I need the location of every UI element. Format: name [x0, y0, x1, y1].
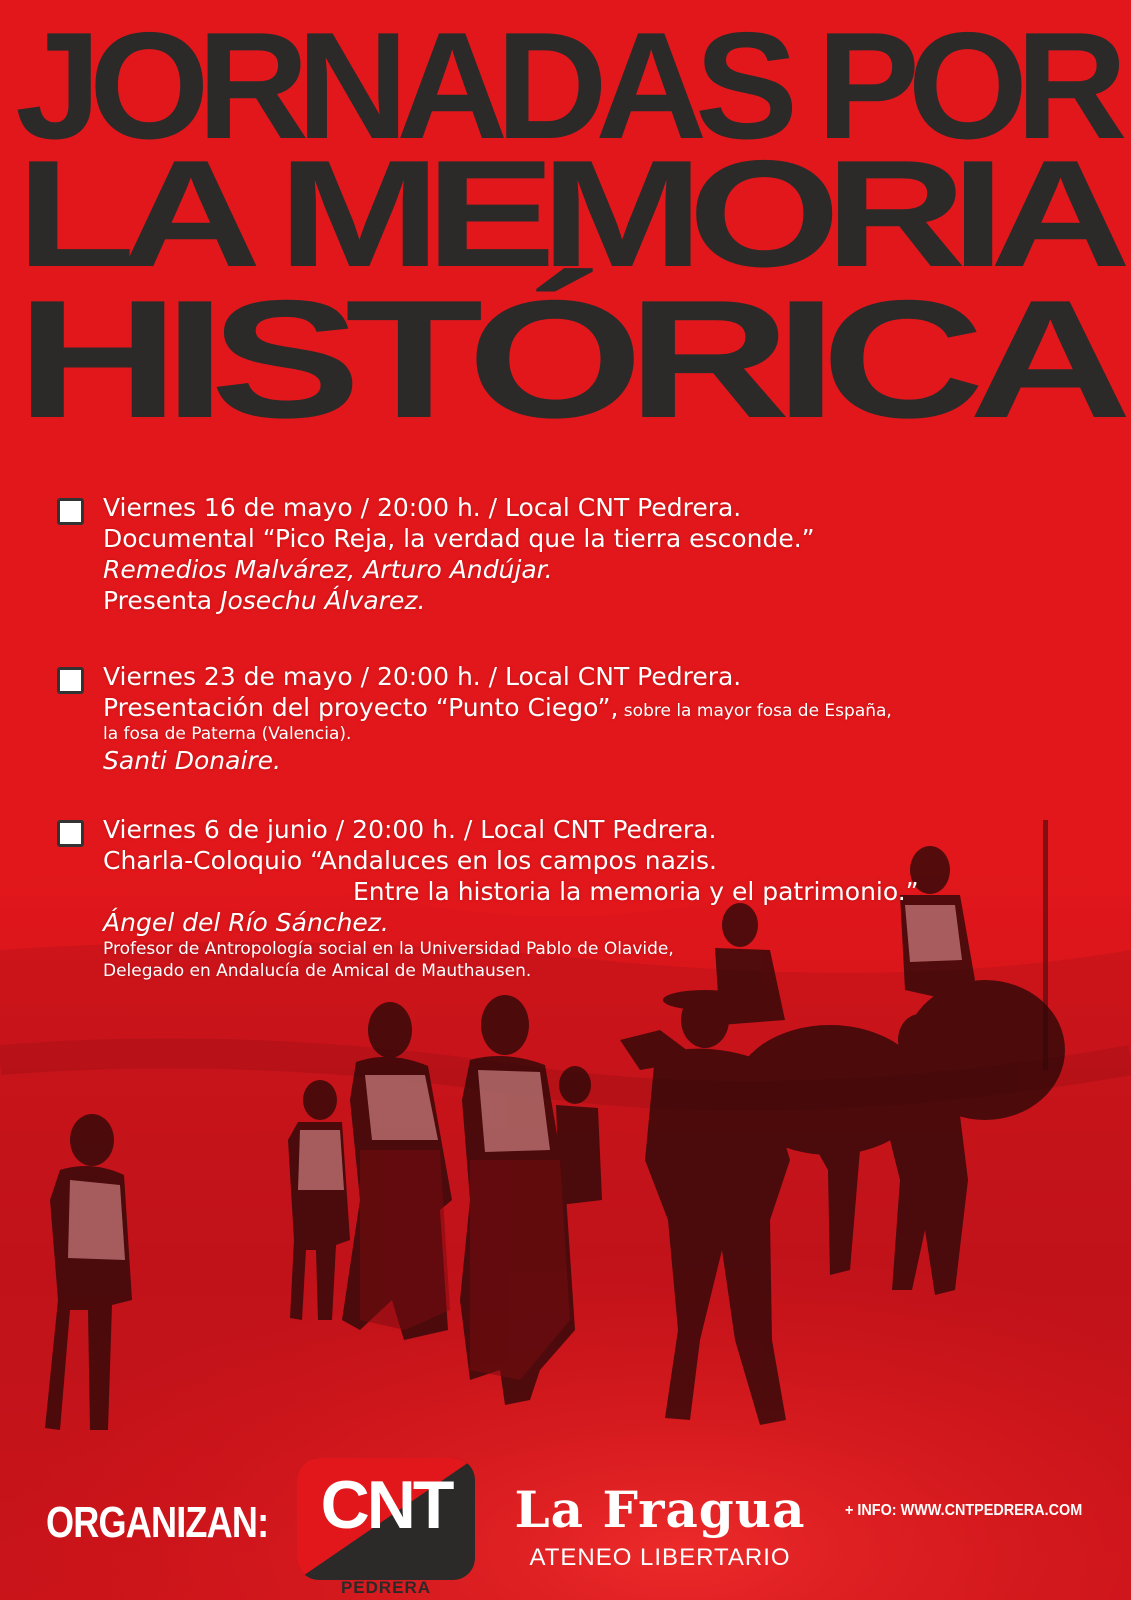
bullet-checkbox-icon [57, 667, 84, 694]
event-2-subtitle: la fosa de Paterna (Valencia). [103, 724, 352, 744]
event-2-title [103, 692, 1113, 723]
event-3-authors: Ángel del Río Sánchez. [103, 908, 389, 937]
event-3-bio-1: Profesor de Antropología social en la Universidad Pablo de Olavide, [103, 939, 674, 959]
bullet-checkbox-icon [57, 820, 84, 847]
event-3-title: Charla-Coloquio “Andaluces en los campos nazis. [103, 846, 717, 875]
event-1-authors: Remedios Malvárez, Arturo Andújar. [103, 555, 553, 584]
bullet-checkbox-icon [57, 498, 84, 525]
title-line-2: LA MEMORIA [15, 129, 1116, 299]
event-2-title-sub: sobre la mayor fosa de España, [618, 701, 892, 721]
presenter-name: Josechu Álvarez. [220, 586, 426, 615]
footer [0, 1440, 1131, 1600]
event-2-authors: Santi Donaire. [103, 746, 281, 775]
la-fragua-logo: La Fragua [514, 1480, 806, 1539]
ateneo-libertario-label: ATENEO LIBERTARIO [529, 1544, 791, 1571]
event-1-header: Viernes 16 de mayo / 20:00 h. / Local CNT Pedrera. [103, 493, 742, 522]
event-3-title-cont: Entre la historia la memoria y el patrimonio.” [353, 877, 919, 906]
event-2-title-main: Presentación del proyecto “Punto Ciego”, [103, 693, 619, 722]
cnt-logo-text: CNT [320, 1467, 452, 1543]
cnt-pedrera-label: PEDRERA [340, 1578, 432, 1597]
organizan-label: ORGANIZAN: [46, 1498, 269, 1547]
event-2 [103, 661, 1113, 776]
title-line-1: JORNADAS POR [15, 1, 1116, 171]
event-1-presenter [103, 585, 1113, 616]
event-1 [103, 492, 1113, 616]
info-link[interactable]: + INFO: WWW.CNTPEDRERA.COM [845, 1502, 1083, 1519]
event-1-title: Documental “Pico Reja, la verdad que la tierra esconde.” [103, 524, 815, 553]
event-3 [103, 814, 1113, 982]
event-3-bio-2: Delegado en Andalucía de Amical de Mauthausen. [103, 961, 532, 981]
cnt-logo [297, 1458, 475, 1580]
presenter-label: Presenta [103, 586, 221, 615]
event-2-header: Viernes 23 de mayo / 20:00 h. / Local CNT Pedrera. [103, 662, 742, 691]
title-line-3: HISTÓRICA [15, 265, 1116, 453]
event-3-header: Viernes 6 de junio / 20:00 h. / Local CNT Pedrera. [103, 815, 717, 844]
